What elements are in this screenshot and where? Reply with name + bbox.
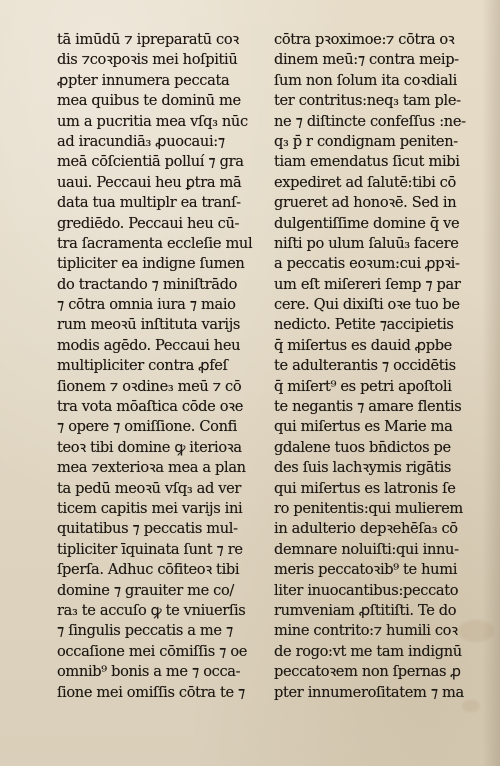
text-line: rum meoꝛū inſtituta varijs [57, 316, 241, 334]
text-line: grueret ad honoꝛē. Sed in [274, 194, 457, 212]
text-line: grediēdo. Peccaui heu cū- [57, 214, 240, 232]
text-line: ticem capitis mei varijs ini [57, 499, 243, 517]
text-line: niſti po ulum ſaluū₃ facere [274, 234, 459, 252]
text-line: qui miſertus es Marie ma [274, 418, 453, 436]
text-line: ſperſa. Adhuc cōfiteoꝛ tibi [57, 561, 240, 579]
text-line: ⁊ ſingulis peccatis a me ⁊ [57, 622, 233, 640]
text-line: expediret ad ſalutē:tibi cō [274, 173, 456, 191]
text-line: ⁊ opere ⁊ omiſſione. Confi [57, 418, 237, 436]
text-line: demnare noluiſti:qui innu- [274, 540, 459, 558]
text-line: ꝓpter innumera peccata [57, 71, 230, 89]
text-line: tā imūdū ⁊ ipreparatū coꝛ [57, 31, 239, 48]
text-line: cere. Qui dixiſti oꝛe tuo be [274, 296, 460, 314]
text-line: um eſt miſereri ſemp ⁊ par [274, 275, 461, 293]
text-line: ſum non ſolum ita coꝛdiali [274, 71, 457, 89]
text-line: tra vota mōaſtica cōde oꝛe [57, 398, 244, 416]
text-line: des ſuis lachꝛymis rigātis [274, 459, 452, 477]
text-line: tipliciter ea indigne ſumen [57, 255, 245, 273]
text-line: a peccatis eoꝛum:cui ꝓpꝛi- [274, 255, 460, 273]
text-line: dulgentiſſime domine q̄ ve [274, 214, 460, 232]
text-line: tra ſacramenta eccleſie mul [57, 234, 253, 252]
text-line: q₃ p̄ r condignam peniten- [274, 132, 458, 150]
text-line: te negantis ⁊ amare flentis [274, 398, 462, 416]
text-line: um a pucritia mea vſq₃ nūc [57, 112, 248, 130]
text-line: ſionem ⁊ oꝛdine₃ meū ⁊ cō [57, 377, 242, 395]
left-column [57, 30, 269, 703]
text-line: data tua multiplr ea tranſ- [57, 194, 241, 212]
text-line: peccatoꝛem non ſpernas ꝓ [274, 663, 461, 681]
text-line: q̄ miſert⁹ es petri apoſtoli [274, 377, 452, 395]
text-line: ra₃ te accuſo ꝙ te vniuerſis [57, 601, 246, 619]
text-line: ta pedū meoꝛū vſq₃ ad ver [57, 479, 242, 497]
text-line: ter contritus:neq₃ tam ple- [274, 92, 461, 110]
right-column [274, 30, 486, 703]
text-line: mine contrito:⁊ humili coꝛ [274, 622, 458, 640]
text-line: pter innumeroſitatem ⁊ ma [274, 683, 464, 701]
text-line: ſione mei omiſſis cōtra te ⁊ [57, 683, 245, 701]
text-line: tiam emendatus ſicut mibi [274, 153, 460, 171]
text-line: nedicto. Petite ⁊accipietis [274, 316, 454, 334]
text-line: q̄ miſertus es dauid ꝓpbe [274, 336, 452, 354]
text-line: ⁊ cōtra omnia iura ⁊ maio [57, 296, 236, 314]
text-line: gdalene tuos bn̄dictos pe [274, 438, 451, 456]
text-line: mea ⁊exterioꝛa mea a plan [57, 459, 246, 477]
text-line: ad iracundiā₃ ꝓuocaui:⁊ [57, 132, 225, 150]
text-line: te adulterantis ⁊ occidētis [274, 357, 456, 375]
text-line: qui miſertus es latronis ſe [274, 479, 456, 497]
text-line: cōtra pꝛoximoe:⁊ cōtra oꝛ [274, 31, 455, 48]
text-line: multipliciter contra ꝓfeſ [57, 357, 228, 375]
text-line: in adulterio depꝛehēſa₃ cō [274, 520, 458, 538]
text-line: meā cōſcientiā polluí ⁊ gra [57, 153, 244, 171]
text-line: modis agēdo. Peccaui heu [57, 336, 241, 354]
text-line: ne ⁊ diſtincte confeſſus :ne- [274, 112, 466, 130]
text-line: rumveniam ꝓſtitiſti. Te do [274, 601, 457, 619]
text-columns [57, 30, 477, 701]
text-line: mea quibus te dominū me [57, 92, 241, 110]
text-line: tipliciter īquinata ſunt ⁊ re [57, 540, 243, 558]
text-line: do tractando ⁊ miniſtrādo [57, 275, 237, 293]
text-line: dinem meū:⁊ contra meip- [274, 51, 459, 69]
text-line: de rogo:vt me tam indignū [274, 642, 462, 660]
text-line: meris peccatoꝛib⁹ te humi [274, 561, 458, 579]
text-line: dis ⁊coꝛpoꝛis mei hoſpitiū [57, 51, 238, 69]
text-line: quitatibus ⁊ peccatis mul- [57, 520, 238, 538]
text-line: omnib⁹ bonis a me ⁊ occa- [57, 663, 241, 681]
text-line: ro penitentis:qui mulierem [274, 499, 463, 517]
text-line: domine ⁊ grauiter me co/ [57, 581, 234, 599]
text-line: occaſione mei cōmiſſis ⁊ oe [57, 642, 248, 660]
text-line: uaui. Peccaui heu ꝑtra mā [57, 173, 242, 191]
text-line: teoꝛ tibi domine ꝙ iterioꝛa [57, 438, 242, 456]
text-line: liter inuocantibus:peccato [274, 581, 459, 599]
